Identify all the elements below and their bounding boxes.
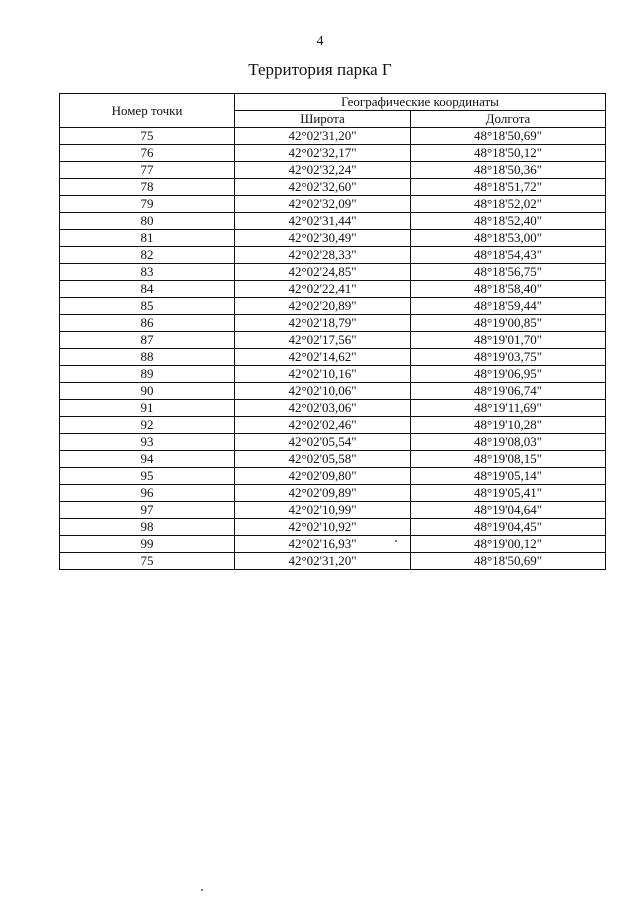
- cell-point-number: 95: [60, 468, 235, 485]
- cell-latitude: 42°02'02,46": [235, 417, 411, 434]
- cell-point-number: 81: [60, 230, 235, 247]
- cell-point-number: 86: [60, 315, 235, 332]
- cell-point-number: 97: [60, 502, 235, 519]
- table-row: [60, 264, 606, 281]
- table-row: [60, 332, 606, 349]
- cell-longitude: 48°18'56,75": [411, 264, 606, 281]
- table-row: [60, 451, 606, 468]
- cell-longitude: 48°19'01,70": [411, 332, 606, 349]
- header-latitude: Широта: [235, 111, 411, 128]
- header-geo-coordinates: Географические координаты: [235, 94, 606, 111]
- header-longitude: Долгота: [411, 111, 606, 128]
- cell-longitude: 48°19'04,45": [411, 519, 606, 536]
- table-row: [60, 485, 606, 502]
- cell-latitude: 42°02'14,62": [235, 349, 411, 366]
- cell-longitude: 48°19'05,41": [411, 485, 606, 502]
- cell-point-number: 82: [60, 247, 235, 264]
- scan-speck: [201, 889, 203, 891]
- table-row: [60, 128, 606, 145]
- cell-longitude: 48°19'04,64": [411, 502, 606, 519]
- cell-point-number: 98: [60, 519, 235, 536]
- cell-longitude: 48°19'06,74": [411, 383, 606, 400]
- table-row: [60, 383, 606, 400]
- table-row: [60, 400, 606, 417]
- cell-point-number: 89: [60, 366, 235, 383]
- cell-point-number: 88: [60, 349, 235, 366]
- cell-point-number: 90: [60, 383, 235, 400]
- cell-point-number: 87: [60, 332, 235, 349]
- cell-latitude: 42°02'28,33": [235, 247, 411, 264]
- cell-point-number: 92: [60, 417, 235, 434]
- table-row: [60, 366, 606, 383]
- table-row: [60, 196, 606, 213]
- cell-longitude: 48°18'59,44": [411, 298, 606, 315]
- cell-point-number: 75: [60, 553, 235, 570]
- page-title: Территория парка Г: [248, 60, 392, 79]
- cell-latitude: 42°02'22,41": [235, 281, 411, 298]
- cell-latitude: 42°02'10,92": [235, 519, 411, 536]
- table-row: [60, 230, 606, 247]
- header-point-number: Номер точки: [60, 94, 235, 128]
- cell-longitude: 48°18'54,43": [411, 247, 606, 264]
- cell-latitude: 42°02'03,06": [235, 400, 411, 417]
- cell-point-number: 78: [60, 179, 235, 196]
- cell-latitude: 42°02'10,16": [235, 366, 411, 383]
- cell-latitude: 42°02'10,99": [235, 502, 411, 519]
- table-row: [60, 179, 606, 196]
- cell-point-number: 96: [60, 485, 235, 502]
- cell-latitude: 42°02'30,49": [235, 230, 411, 247]
- cell-longitude: 48°19'05,14": [411, 468, 606, 485]
- cell-point-number: 75: [60, 128, 235, 145]
- table-row: [60, 468, 606, 485]
- cell-longitude: 48°19'03,75": [411, 349, 606, 366]
- cell-point-number: 85: [60, 298, 235, 315]
- cell-longitude: 48°18'50,12": [411, 145, 606, 162]
- table-row: [60, 434, 606, 451]
- cell-latitude: 42°02'31,20": [235, 128, 411, 145]
- cell-latitude: 42°02'16,93": [235, 536, 411, 553]
- cell-latitude: 42°02'32,17": [235, 145, 411, 162]
- cell-longitude: 48°18'50,69": [411, 128, 606, 145]
- table-header: [60, 94, 606, 128]
- page-number: 4: [316, 34, 324, 49]
- cell-point-number: 84: [60, 281, 235, 298]
- table-row: [60, 281, 606, 298]
- cell-latitude: 42°02'09,80": [235, 468, 411, 485]
- cell-latitude: 42°02'24,85": [235, 264, 411, 281]
- cell-point-number: 93: [60, 434, 235, 451]
- cell-longitude: 48°19'08,03": [411, 434, 606, 451]
- cell-longitude: 48°19'08,15": [411, 451, 606, 468]
- cell-longitude: 48°19'06,95": [411, 366, 606, 383]
- cell-point-number: 94: [60, 451, 235, 468]
- cell-latitude: 42°02'32,09": [235, 196, 411, 213]
- table-row: [60, 553, 606, 570]
- cell-longitude: 48°19'00,12": [411, 536, 606, 553]
- table-row: [60, 162, 606, 179]
- cell-longitude: 48°18'51,72": [411, 179, 606, 196]
- cell-latitude: 42°02'17,56": [235, 332, 411, 349]
- cell-point-number: 79: [60, 196, 235, 213]
- table-row: [60, 213, 606, 230]
- cell-point-number: 77: [60, 162, 235, 179]
- cell-point-number: 83: [60, 264, 235, 281]
- cell-longitude: 48°18'52,40": [411, 213, 606, 230]
- cell-longitude: 48°18'50,69": [411, 553, 606, 570]
- cell-latitude: 42°02'32,24": [235, 162, 411, 179]
- cell-point-number: 91: [60, 400, 235, 417]
- cell-latitude: 42°02'31,20": [235, 553, 411, 570]
- cell-longitude: 48°18'52,02": [411, 196, 606, 213]
- table-row: [60, 349, 606, 366]
- cell-latitude: 42°02'32,60": [235, 179, 411, 196]
- cell-latitude: 42°02'05,54": [235, 434, 411, 451]
- table-row: [60, 417, 606, 434]
- cell-point-number: 99: [60, 536, 235, 553]
- table-row: [60, 298, 606, 315]
- cell-latitude: 42°02'10,06": [235, 383, 411, 400]
- cell-latitude: 42°02'20,89": [235, 298, 411, 315]
- cell-longitude: 48°18'53,00": [411, 230, 606, 247]
- cell-latitude: 42°02'31,44": [235, 213, 411, 230]
- cell-longitude: 48°18'58,40": [411, 281, 606, 298]
- table-row: [60, 247, 606, 264]
- cell-longitude: 48°19'00,85": [411, 315, 606, 332]
- cell-point-number: 80: [60, 213, 235, 230]
- table-body: [60, 128, 606, 570]
- table-row: [60, 315, 606, 332]
- coordinates-table: [59, 93, 606, 570]
- cell-longitude: 48°18'50,36": [411, 162, 606, 179]
- cell-latitude: 42°02'09,89": [235, 485, 411, 502]
- table-row: [60, 502, 606, 519]
- cell-latitude: 42°02'05,58": [235, 451, 411, 468]
- scan-speck: [395, 540, 397, 542]
- table-row: [60, 519, 606, 536]
- cell-longitude: 48°19'10,28": [411, 417, 606, 434]
- table-row: [60, 145, 606, 162]
- cell-longitude: 48°19'11,69": [411, 400, 606, 417]
- cell-latitude: 42°02'18,79": [235, 315, 411, 332]
- cell-point-number: 76: [60, 145, 235, 162]
- table-row: [60, 536, 606, 553]
